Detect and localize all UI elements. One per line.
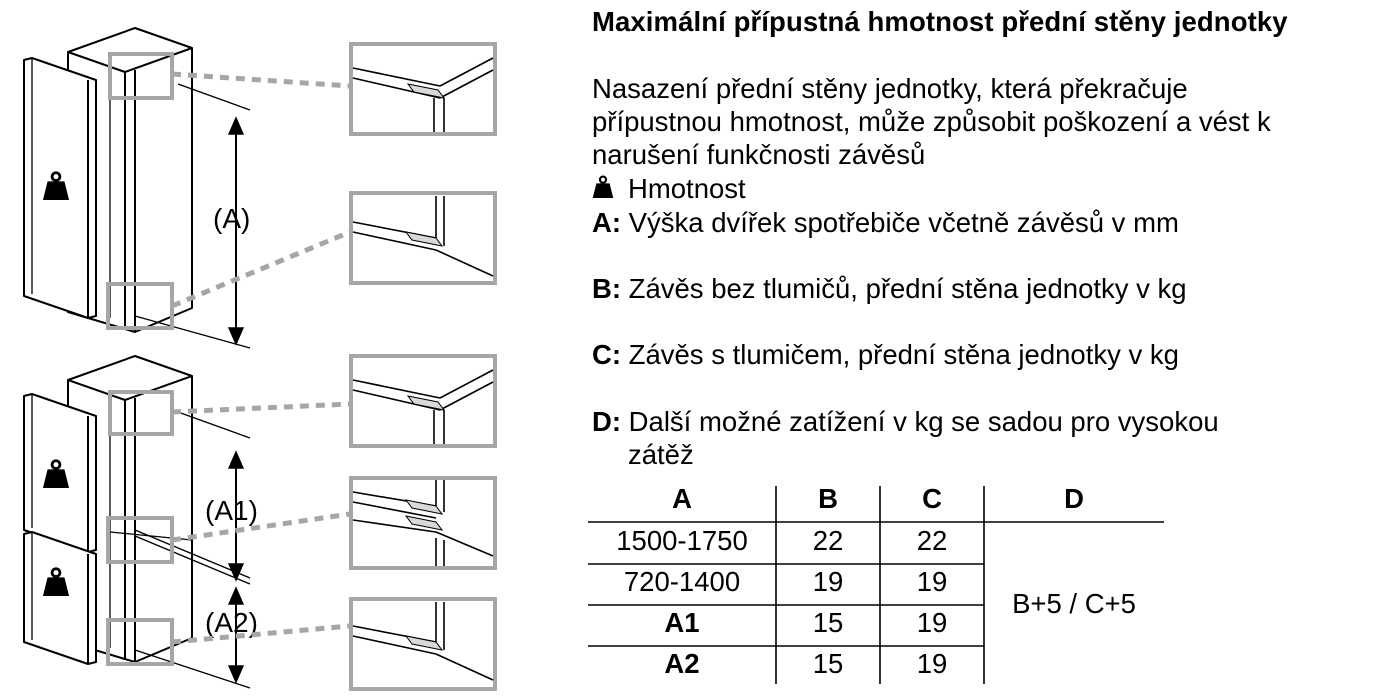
legend-key: D:	[592, 406, 622, 437]
legend-text: Závěs bez tlumičů, přední stěna jednotky v kg	[628, 273, 1187, 304]
detail-middle-hinge	[351, 478, 495, 568]
intro-text	[592, 72, 1271, 171]
table-cell: 22	[812, 525, 844, 556]
table-cell: 22	[916, 525, 948, 556]
table-cell: A2	[664, 648, 700, 679]
legend-a	[592, 206, 1179, 239]
table-cell: 19	[916, 566, 948, 597]
table-cell: 15	[812, 648, 844, 679]
legend-key: B:	[592, 273, 622, 304]
legend-key: C:	[592, 339, 622, 370]
detail-bottom-hinge-2	[351, 599, 495, 689]
legend-text: Další možné zatížení v kg se sadou pro vysokou	[628, 406, 1219, 437]
label-a2: (A2)	[205, 607, 258, 638]
table-header-c: C	[922, 483, 942, 514]
table-cell: 19	[916, 648, 948, 679]
detail-top-hinge	[351, 44, 495, 134]
label-a: (A)	[213, 203, 251, 234]
legend-key: A:	[592, 207, 622, 238]
detail-top-hinge-2	[351, 356, 495, 446]
legend-weight-text: Hmotnost	[628, 173, 746, 204]
table-cell: A1	[664, 607, 700, 638]
legend-text: Závěs s tlumičem, přední stěna jednotky v kg	[628, 339, 1179, 370]
weight-icon	[592, 174, 614, 200]
table-cell: 19	[916, 607, 948, 638]
intro-line: Nasazení přední stěny jednotky, která překračuje	[592, 73, 1188, 104]
table-cell: 1500-1750	[616, 525, 748, 556]
table-cell: 15	[812, 607, 844, 638]
legend-b	[592, 272, 1187, 305]
intro-line: přípustnou hmotnost, může způsobit poškození a vést k	[592, 106, 1271, 137]
installation-diagram	[0, 0, 560, 700]
table-cell-d-merged: B+5 / C+5	[1012, 588, 1136, 619]
table-header-a: A	[672, 483, 692, 514]
table-cell: 19	[812, 566, 844, 597]
legend-c	[592, 338, 1179, 371]
table-header-d: D	[1064, 483, 1084, 514]
table-header-b: B	[818, 483, 838, 514]
page-title: Maximální přípustná hmotnost přední stěny jednotky	[592, 6, 1288, 37]
legend-text: Výška dvířek spotřebiče včetně závěsů v mm	[628, 207, 1179, 238]
intro-line: narušení funkčnosti závěsů	[592, 139, 926, 170]
legend-d	[592, 405, 1219, 471]
legend-weight	[592, 172, 746, 205]
legend-text-cont: zátěž	[628, 439, 694, 470]
label-a1: (A1)	[205, 495, 258, 526]
table-cell: 720-1400	[623, 566, 741, 597]
detail-bottom-hinge	[351, 193, 495, 283]
